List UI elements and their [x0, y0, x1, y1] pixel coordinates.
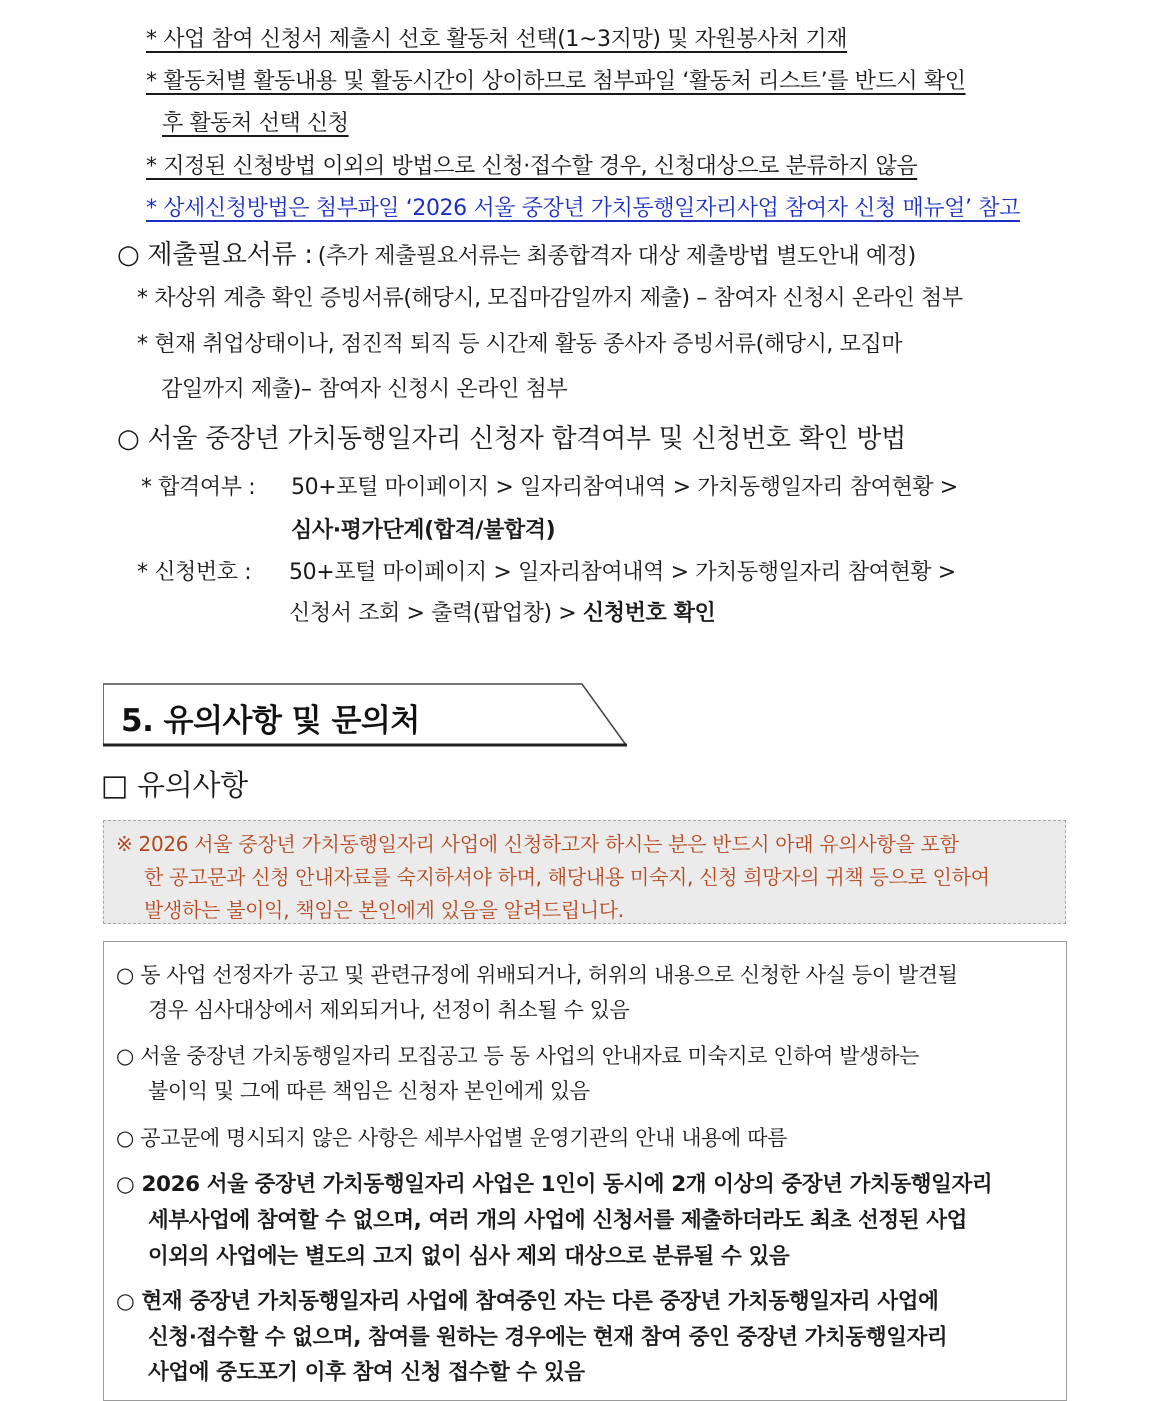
- docs-heading-label: ○ 제출필요서류 :: [117, 240, 313, 270]
- number-label: * 신청번호 :: [137, 560, 252, 585]
- notice-line-2: 한 공고문과 신청 안내자료를 숙지하셔야 하며, 해당내용 미숙지, 신청 희망자의 귀책 등으로 인하여: [144, 865, 990, 889]
- caution-4-line-2: 세부사업에 참여할 수 없으며, 여러 개의 사업에 신청서를 제출하더라도 최초 선정된 사업: [148, 1208, 967, 1233]
- notice-line-1: ※ 2026 서울 중장년 가치동행일자리 사업에 신청하고자 하시는 분은 반드시 아래 유의사항을 포함: [116, 832, 959, 856]
- notice-box: [103, 820, 1066, 924]
- result-label: * 합격여부 :: [141, 475, 256, 500]
- docs-heading-note: (추가 제출필요서류는 최종합격자 대상 제출방법 별도안내 예정): [317, 244, 916, 269]
- result-final: 심사·평가단계(합격/불합격): [291, 518, 556, 543]
- result-path: 50+포털 마이페이지 > 일자리참여내역 > 가치동행일자리 참여현황 >: [291, 475, 958, 500]
- number-path-2: [289, 596, 715, 627]
- caution-3-line-1: ○ 공고문에 명시되지 않은 사항은 세부사업별 운영기관의 안내 내용에 따름: [116, 1126, 787, 1150]
- caution-5-line-2: 신청·접수할 수 없으며, 참여를 원하는 경우에는 현재 참여 중인 중장년 가치동행일자리: [148, 1325, 948, 1350]
- caution-2-line-1: ○ 서울 중장년 가치동행일자리 모집공고 등 동 사업의 안내자료 미숙지로 인하여 발생하는: [116, 1044, 919, 1068]
- caution-5-line-1: ○ 현재 중장년 가치동행일자리 사업에 참여중인 자는 다른 중장년 가치동행일자리 사업에: [116, 1289, 939, 1314]
- apply-note-2-cont: 후 활동처 선택 신청: [162, 111, 349, 136]
- number-path: 50+포털 마이페이지 > 일자리참여내역 > 가치동행일자리 참여현황 >: [289, 560, 956, 585]
- manual-reference-link[interactable]: * 상세신청방법은 첨부파일 ‘2026 서울 중장년 가치동행일자리사업 참여자 신청 매뉴얼’ 참고: [146, 196, 1020, 221]
- apply-note-1: * 사업 참여 신청서 제출시 선호 활동처 선택(1~3지망) 및 자원봉사처 기재: [146, 27, 848, 52]
- number-path-2-text: 신청서 조회 > 출력(팝업창) >: [289, 601, 577, 626]
- cautions-subheading: □ 유의사항: [101, 768, 248, 802]
- caution-4-line-3: 이외의 사업에는 별도의 고지 없이 심사 제외 대상으로 분류될 수 있음: [148, 1244, 790, 1269]
- check-heading: ○ 서울 중장년 가치동행일자리 신청자 합격여부 및 신청번호 확인 방법: [117, 424, 906, 454]
- section-title-box: [103, 683, 627, 747]
- docs-item-2: * 현재 취업상태이나, 점진적 퇴직 등 시간제 활동 종사자 증빙서류(해당시, 모집마: [137, 332, 903, 357]
- caution-2-line-2: 불이익 및 그에 따른 책임은 신청자 본인에게 있음: [148, 1079, 590, 1103]
- docs-heading: [117, 234, 916, 271]
- docs-item-2-cont: 감일까지 제출)– 참여자 신청시 온라인 첨부: [161, 377, 568, 402]
- apply-note-2: * 활동처별 활동내용 및 활동시간이 상이하므로 첨부파일 ‘활동처 리스트’를 반드시 확인: [146, 69, 966, 94]
- section-title: 5. 유의사항 및 문의처: [121, 703, 420, 739]
- docs-item-1: * 차상위 계층 확인 증빙서류(해당시, 모집마감일까지 제출) – 참여자 신청시 온라인 첨부: [137, 286, 963, 311]
- apply-note-3: * 지정된 신청방법 이외의 방법으로 신청·접수할 경우, 신청대상으로 분류하지 않음: [146, 154, 918, 179]
- caution-1-line-2: 경우 심사대상에서 제외되거나, 선정이 취소될 수 있음: [148, 998, 630, 1022]
- notice-line-3: 발생하는 불이익, 책임은 본인에게 있음을 알려드립니다.: [144, 898, 624, 922]
- number-final: 신청번호 확인: [582, 601, 716, 626]
- caution-1-line-1: ○ 동 사업 선정자가 공고 및 관련규정에 위배되거나, 허위의 내용으로 신청한 사실 등이 발견될: [116, 963, 958, 987]
- caution-4-line-1: ○ 2026 서울 중장년 가치동행일자리 사업은 1인이 동시에 2개 이상의 중장년 가치동행일자리: [116, 1172, 993, 1197]
- caution-5-line-3: 사업에 중도포기 이후 참여 신청 접수할 수 있음: [148, 1360, 585, 1385]
